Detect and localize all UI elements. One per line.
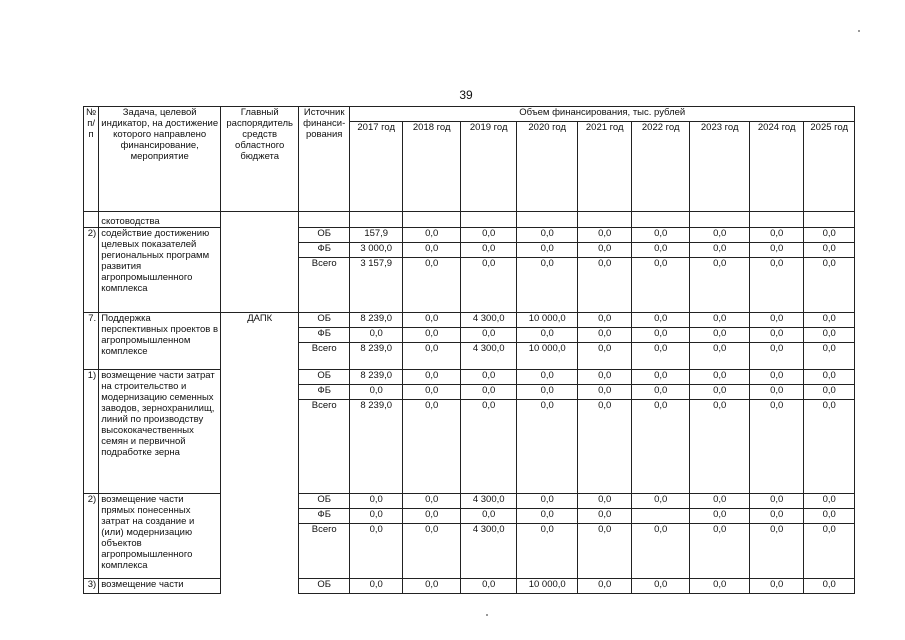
row-value: 0,0 <box>578 258 632 313</box>
row-value: 0,0 <box>517 228 578 243</box>
row-admin: ДАПК <box>221 313 299 370</box>
row-value: 0,0 <box>403 258 461 313</box>
row-value: 0,0 <box>690 524 750 579</box>
row-source: ОБ <box>299 370 350 385</box>
row-admin <box>221 579 299 594</box>
row-value: 0,0 <box>750 579 804 594</box>
row-value: 0,0 <box>461 258 517 313</box>
row-value: 0,0 <box>403 524 461 579</box>
row-source: Всего <box>299 524 350 579</box>
row-num: 1) <box>84 370 99 494</box>
row-value: 0,0 <box>403 509 461 524</box>
header-volume: Объем финансирования, тыс. рублей <box>350 107 855 122</box>
row-admin <box>221 370 299 494</box>
row-source: Всего <box>299 343 350 370</box>
row-value: 8 239,0 <box>350 343 403 370</box>
header-year: 2019 год <box>461 122 517 212</box>
row-value: 8 239,0 <box>350 400 403 494</box>
row-source: ОБ <box>299 313 350 328</box>
row-value: 4 300,0 <box>461 494 517 509</box>
row-value: 0,0 <box>750 385 804 400</box>
row-value: 4 300,0 <box>461 343 517 370</box>
row-source: ФБ <box>299 243 350 258</box>
table-row <box>84 212 855 228</box>
row-value: 0,0 <box>403 328 461 343</box>
row-value: 0,0 <box>578 370 632 385</box>
row-value: 0,0 <box>690 313 750 328</box>
row-value: 0,0 <box>750 509 804 524</box>
table-row <box>84 313 855 328</box>
row-value: 0,0 <box>403 313 461 328</box>
row-value: 3 000,0 <box>350 243 403 258</box>
header-year: 2020 год <box>517 122 578 212</box>
row-value: 0,0 <box>578 400 632 494</box>
row-num: 3) <box>84 579 99 594</box>
row-value: 0,0 <box>461 385 517 400</box>
row-task: содействие достижению целевых показателей региональных программ развития агропромышленного комплекса <box>99 228 221 313</box>
row-source: ОБ <box>299 228 350 243</box>
row-value: 0,0 <box>517 370 578 385</box>
row-value: 10 000,0 <box>517 313 578 328</box>
row-value: 0,0 <box>578 328 632 343</box>
header-year: 2017 год <box>350 122 403 212</box>
row-num: 2) <box>84 494 99 579</box>
row-value: 0,0 <box>578 343 632 370</box>
row-task: возмещение части прямых понесенных затрат на создание и (или) модернизацию объектов агропромышленного комплекса <box>99 494 221 579</box>
header-year: 2024 год <box>750 122 804 212</box>
row-value: 0,0 <box>632 385 690 400</box>
row-value: 0,0 <box>632 494 690 509</box>
row-source: ОБ <box>299 579 350 594</box>
row-value: 0,0 <box>517 494 578 509</box>
row-value: 0,0 <box>750 524 804 579</box>
row-value: 0,0 <box>403 494 461 509</box>
row-value: 0,0 <box>403 579 461 594</box>
row-value: 0,0 <box>632 400 690 494</box>
row-value: 0,0 <box>750 343 804 370</box>
row-value: 0,0 <box>403 385 461 400</box>
scan-speck <box>858 30 860 32</box>
row-value: 0,0 <box>690 370 750 385</box>
row-value: 0,0 <box>804 400 855 494</box>
row-value: 0,0 <box>350 494 403 509</box>
row-value: 0,0 <box>690 258 750 313</box>
row-num: 7. <box>84 313 99 370</box>
row-value: 0,0 <box>517 385 578 400</box>
table-row <box>84 494 855 509</box>
header-year: 2022 год <box>632 122 690 212</box>
row-value: 157,9 <box>350 228 403 243</box>
row-value: 0,0 <box>461 509 517 524</box>
row-value: 10 000,0 <box>517 579 578 594</box>
row-value: 0,0 <box>632 328 690 343</box>
row-value: 0,0 <box>690 228 750 243</box>
row-value: 8 239,0 <box>350 370 403 385</box>
row-value: 0,0 <box>804 313 855 328</box>
scan-speck <box>486 614 488 616</box>
row-value: 0,0 <box>578 509 632 524</box>
row-value: 0,0 <box>403 400 461 494</box>
row-value: 0,0 <box>750 400 804 494</box>
header-admin: Главный распорядитель средств областного бюджета <box>221 107 299 212</box>
row-value: 0,0 <box>461 400 517 494</box>
row-source: ОБ <box>299 494 350 509</box>
row-value: 0,0 <box>403 228 461 243</box>
row-value: 0,0 <box>804 243 855 258</box>
row-value: 0,0 <box>750 258 804 313</box>
row-value: 0,0 <box>690 509 750 524</box>
row-value: 0,0 <box>690 328 750 343</box>
row-value: 0,0 <box>403 370 461 385</box>
row-value: 0,0 <box>804 370 855 385</box>
row-value: 0,0 <box>517 243 578 258</box>
table-row <box>84 370 855 385</box>
row-value: 0,0 <box>578 243 632 258</box>
row-value: 3 157,9 <box>350 258 403 313</box>
row-value: 0,0 <box>804 524 855 579</box>
row-value: 0,0 <box>804 328 855 343</box>
header-num: № п/п <box>84 107 99 212</box>
row-value: 0,0 <box>350 509 403 524</box>
row-value: 0,0 <box>804 258 855 313</box>
row-value: 0,0 <box>517 509 578 524</box>
row-value <box>632 509 690 524</box>
page-number: 39 <box>459 88 473 102</box>
row-value: 0,0 <box>350 385 403 400</box>
row-value: 4 300,0 <box>461 524 517 579</box>
row-value: 0,0 <box>750 494 804 509</box>
financing-table <box>83 106 855 594</box>
row-value: 0,0 <box>804 228 855 243</box>
row-num <box>84 212 99 228</box>
row-value: 0,0 <box>632 579 690 594</box>
row-value: 4 300,0 <box>461 313 517 328</box>
row-admin <box>221 494 299 579</box>
row-value: 0,0 <box>690 343 750 370</box>
row-value: 0,0 <box>750 313 804 328</box>
row-source: ФБ <box>299 328 350 343</box>
row-admin <box>221 228 299 313</box>
row-value: 0,0 <box>461 243 517 258</box>
row-source: ФБ <box>299 385 350 400</box>
row-value: 0,0 <box>804 494 855 509</box>
row-value: 0,0 <box>632 243 690 258</box>
row-value: 0,0 <box>578 579 632 594</box>
row-value: 0,0 <box>578 524 632 579</box>
row-value: 0,0 <box>403 343 461 370</box>
row-value: 0,0 <box>750 228 804 243</box>
row-value: 0,0 <box>350 579 403 594</box>
row-value: 0,0 <box>632 370 690 385</box>
row-num: 2) <box>84 228 99 313</box>
row-source: Всего <box>299 258 350 313</box>
row-value: 0,0 <box>804 385 855 400</box>
row-value: 0,0 <box>750 243 804 258</box>
row-task: возмещение части затрат на строительство и модернизацию семенных заводов, зернохранилищ, линий по производству высококачественных семян и первичной подработке зерна <box>99 370 221 494</box>
row-value: 0,0 <box>517 524 578 579</box>
row-value: 0,0 <box>578 228 632 243</box>
row-value: 0,0 <box>632 343 690 370</box>
row-value: 0,0 <box>461 228 517 243</box>
row-value: 0,0 <box>517 258 578 313</box>
table-row <box>84 228 855 243</box>
header-source: Источник финанси-рования <box>299 107 350 212</box>
row-value: 0,0 <box>690 579 750 594</box>
row-value: 0,0 <box>517 328 578 343</box>
row-value: 0,0 <box>750 328 804 343</box>
row-value: 0,0 <box>804 509 855 524</box>
row-value: 0,0 <box>690 243 750 258</box>
header-year: 2021 год <box>578 122 632 212</box>
row-value: 0,0 <box>461 328 517 343</box>
row-value: 0,0 <box>804 343 855 370</box>
row-task: возмещение части <box>99 579 221 594</box>
row-value: 0,0 <box>461 370 517 385</box>
row-value: 0,0 <box>578 313 632 328</box>
row-value: 0,0 <box>750 370 804 385</box>
row-value: 0,0 <box>350 328 403 343</box>
table-row <box>84 579 855 594</box>
row-value: 0,0 <box>690 385 750 400</box>
row-source: Всего <box>299 400 350 494</box>
row-source: ФБ <box>299 509 350 524</box>
row-task: скотоводства <box>99 212 221 228</box>
row-value: 0,0 <box>690 400 750 494</box>
row-task: Поддержка перспективных проектов в агропромышленном комплексе <box>99 313 221 370</box>
row-value: 0,0 <box>690 494 750 509</box>
row-value: 0,0 <box>517 400 578 494</box>
row-value: 0,0 <box>632 258 690 313</box>
header-year: 2018 год <box>403 122 461 212</box>
row-value: 0,0 <box>403 243 461 258</box>
row-value: 0,0 <box>804 579 855 594</box>
header-year: 2025 год <box>804 122 855 212</box>
row-value: 8 239,0 <box>350 313 403 328</box>
row-value: 0,0 <box>578 494 632 509</box>
row-value: 0,0 <box>632 313 690 328</box>
row-value: 0,0 <box>461 579 517 594</box>
row-value: 0,0 <box>578 385 632 400</box>
row-value: 0,0 <box>632 524 690 579</box>
row-value: 0,0 <box>350 524 403 579</box>
header-task: Задача, целевой индикатор, на достижение которого направлено финансирование, мероприятие <box>99 107 221 212</box>
row-value: 10 000,0 <box>517 343 578 370</box>
row-admin <box>221 212 299 228</box>
header-year: 2023 год <box>690 122 750 212</box>
row-value: 0,0 <box>632 228 690 243</box>
